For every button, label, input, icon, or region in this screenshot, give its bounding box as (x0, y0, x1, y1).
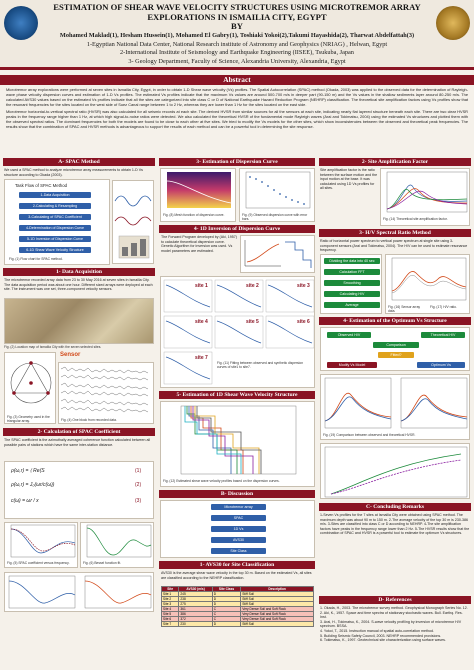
opt-step-3: Comparison (373, 342, 419, 348)
table-cell: C (212, 607, 240, 612)
flow-step-1: 1-Data Acquisition (19, 192, 91, 198)
table-cell: Very Dense Soil and Soft Rock (241, 607, 314, 612)
data-acquisition-text: The microtremor recorded array data from 23 to 30 May 2016 at seven sites in Ismailia City. The data acquisition period was about one hour. Different sized arrays were deployed at each site. The instrument was one set, three-component velocity sensors. (4, 278, 153, 292)
hv-text: Ratio of horizontal power spectrum to vertical power spectrum at single site using 3-component sensors (Arai and Tokimatsu, 2004). The H/V can be used to estimate resonance frequency. (320, 239, 468, 253)
amplification-panel (380, 168, 470, 226)
site-dispersion-grid (160, 276, 315, 388)
spac-coefficient-heading: 2- Calculation of SPAC Coefficient (3, 428, 155, 436)
opt-step-1: Observed H/V (327, 332, 371, 338)
hv-step-5: Average (324, 302, 380, 308)
table-row (162, 622, 314, 627)
bessel-fit-plot (81, 523, 154, 563)
table-cell: C (212, 617, 240, 622)
flow-chart-title: Task Flow of SPAC Method (15, 183, 67, 188)
inversion-heading: 4- 1D Inversion of Dispersion Curve (159, 225, 315, 233)
table-cell: Stiff Soil (241, 602, 314, 607)
table-cell: D (212, 622, 240, 627)
flow-caption: Fig. (1) Flow chart for SPAC method. (9, 257, 63, 261)
hv-b-caption: Fig. (17) H/V ratio. (430, 305, 457, 309)
flow-step-4: 4-Determination of Dispersion Curve (19, 225, 91, 231)
table-cell: Site 2 (162, 597, 179, 602)
optimum-caption: Fig. (19) Comparison between observed and theoretical HVSR. (323, 433, 416, 437)
table-cell: Site 4 (162, 607, 179, 612)
dispersion-mesh-caption: Fig. (8) Mesh function of dispersion curve. (163, 213, 225, 217)
optimum-table-panel (320, 443, 470, 499)
hv-ratio-plot (386, 255, 470, 305)
array-caption: Fig. (3) Geometry used in the triangular array. (7, 415, 50, 423)
sensor-label: Sensor (60, 352, 81, 358)
site-amplification-text: Site amplification factor is the ratio between the surface motion and the input motion at the base. It was calculated using 1D Vs profiles for all sites. (320, 168, 378, 191)
spac-a-caption: Fig. (5) SPAC coefficient versus frequency. (7, 561, 70, 565)
avs30-header-description: Description (241, 587, 314, 592)
discussion-step-4: AVS30 (211, 537, 266, 543)
affiliation-3: 3- Geology Department, Faculty of Science, Alexandria University, Alexandria, Egypt (128, 57, 346, 65)
table-cell: Stiff Soil (241, 622, 314, 627)
table-cell: D (212, 592, 240, 597)
vs-structure-heading: 5- Estimation of 1D Shear Wave Velocity Structure (159, 391, 315, 399)
table-cell: D (212, 597, 240, 602)
vs-profile-caption: Fig. (12) Estimated shear wave velocity profiles based on the dispersion curves. (163, 479, 280, 483)
optimum-plot-panel (320, 374, 470, 440)
poster-title (40, 3, 434, 32)
spac-comparison-plots (5, 573, 154, 612)
reference-item: 2. Aki, K., 1957. Space and time spectra of stationary stochastic waves. Bull. Earthq. Res. Inst. (320, 610, 463, 620)
dispersion-heading: 3- Estimation of Dispersion Curve (159, 158, 315, 166)
spac-plot-b-panel (80, 522, 154, 568)
table-cell: Stiff Soil (241, 597, 314, 602)
avs30-heading: 1- AVS30 for Site Classification (159, 561, 315, 569)
flow-step-3: 3-Calculating of SPAC Coefficient (19, 214, 91, 220)
dispersion-mesh-plot (161, 169, 236, 213)
site-map-image (4, 298, 154, 344)
dispersion-observed-caption: Fig. (9) Observed dispersion curve with error bars. (242, 213, 308, 221)
avs30-header-value: AVS30 (m/s) (179, 587, 212, 592)
discussion-step-2: SPAC (211, 515, 266, 521)
table-cell: Site 1 (162, 592, 179, 597)
references-heading: D- References (319, 596, 471, 604)
spac-extra-panel (4, 572, 154, 612)
spac-equation-graphic (5, 462, 154, 519)
table-cell: Stiff Soil (241, 592, 314, 597)
table-cell: Site 5 (162, 612, 179, 617)
site-label-3: site 3 (297, 283, 310, 289)
avs30-header-class: Site Class (212, 587, 240, 592)
dispersion-observed-plot (240, 169, 315, 213)
discussion-flow-panel (160, 500, 315, 558)
table-cell: C (212, 612, 240, 617)
table-cell: 386 (179, 612, 212, 617)
table-cell: 230 (179, 622, 212, 627)
hv-heading: 3- H/V Spectral Ratio Method (319, 229, 471, 237)
abstract-heading: Abstract (0, 75, 474, 85)
table-cell: Site 7 (162, 622, 179, 627)
conclusions-heading: C- Concluding Remarks (319, 503, 471, 511)
amplification-plot (381, 169, 470, 217)
optimum-heading: 4- Estimation of the Optimum Vs Structure (319, 317, 471, 325)
reference-item: 1. Okada, H., 2003. The microtremor survey method. Geophysical Monograph Series No. 12. (320, 606, 468, 610)
abstract-paragraph-1: Microtremor array explorations were performed at seven sites in Ismailia City, Egypt, in order to obtain 1-D Shear wave velocity (Vs) profiles. The Spatial Autocorrelation (SPAC) method (Okada, 2003) was applied to the observed data for the determination of Rayleigh-wave phase velocity dispersion curves and estimation of 1-D Vs profiles. The estimated Vs profiles indicate that the maximum Vs values are around 500-700 m/s in deeper part (90-150 m) and the Vs values in the shallow sediments layer around 80-250 m/s. The calculated AVS30 values based on the estimated Vs profiles indicate that all the sites are categorized into site class C or D of National Earthquake Hazard Reduction Program (NEHRP) classification. The theoretical site amplification factors using Vs profiles show that the resonant frequencies for the sites located on the west side of Suez Canal range between 1 to 2 Hz, whereas they are lower than 1 Hz for the sites located on the east side. (6, 87, 468, 107)
affiliation-2: 2-International Institute of Seismology and Earthquake Engineering (IISEE), Tsukuba, Japan (120, 49, 354, 57)
inversion-text: The Forward Program developed by (Aki, 1957) to calculate theoretical dispersion curve. Genetic Algorithm for inversion was used. Vs model parameters are estimated. (161, 235, 237, 253)
discussion-step-3: 1D Vs (211, 526, 266, 532)
title-text: ESTIMATION OF SHEAR WAVE VELOCITY STRUCTURES USING MICROTREMOR ARRAY EXPLORATIONS IN ISMAILIA CITY, EGYPT (53, 2, 421, 22)
flow-chart-panel (4, 179, 110, 265)
conclusions-text: 1-Seven Vs profiles for the 7 sites at Ismailia City were obtained using SPAC method. The maximum depth was about 90 m to 150 m. 2-The average velocity of the top 30 m is 230-386 m/s. 3-Sites are classified into class C or D according to NEHRP. 4-The site amplification factors have peaks in the frequency range lower than 2 Hz. 5-The HVSR results show that the combination of SPAC and HVSR is a powerful tool to estimate the optimum Vs structures. (320, 513, 470, 536)
array-geometry-panel (4, 352, 56, 424)
authors-block (10, 32, 464, 66)
hv-step-2: Calculation FFT (324, 269, 380, 275)
vs-profile-plot (161, 402, 315, 478)
discussion-heading: B- Discussion (159, 490, 315, 498)
table-cell: 361 (179, 607, 212, 612)
spac-b-caption: Fig. (6) Bessel function fit. (83, 561, 122, 565)
spac-intro-text: We used a SPAC method to analyze microtremor array measurements to obtain 1-D Vs structure according to Okada (2003). (4, 168, 143, 177)
svg-text:(2): (2) (135, 482, 142, 488)
poster-header (0, 0, 474, 70)
site-label-2: site 2 (246, 283, 259, 289)
spac-waveform-diagram (113, 181, 154, 264)
site-amplification-heading: 2- Site Amplification Factor (319, 158, 471, 166)
dispersion-mesh-panel (160, 168, 236, 222)
table-cell: Very Dense Soil and Soft Rock (241, 612, 314, 617)
site-dispersion-plots (161, 277, 315, 388)
flow-step-2: 2-Calculating & Resampling (19, 203, 91, 209)
affiliation-1: 1-Egyptian National Data Center, National Research institute of Astronomy and Geophysics (NRIAG) , Helwan, Egypt (86, 40, 388, 48)
flow-step-5: 5-1D Inversion of Dispersion Curve (19, 236, 91, 242)
vs-profile-panel (160, 401, 315, 487)
table-cell: Site 3 (162, 602, 179, 607)
amplification-caption: Fig. (14) Theoretical site amplification factor. (383, 217, 448, 221)
avs30-table (161, 586, 314, 627)
hv-step-1: Dividing the data into 40 sec (324, 258, 380, 264)
svg-text:(3): (3) (135, 498, 142, 504)
spac-coefficient-plot (5, 523, 78, 563)
hv-flow-panel (320, 254, 382, 314)
site-label-7: site 7 (195, 355, 208, 361)
site-label-6: site 6 (297, 319, 310, 325)
optimum-velocity-plot (321, 444, 470, 499)
reference-item: 3. Arai, H., Tokimatsu, K., 2004. S-wave velocity profiling by inversion of microtremor H/V spectrum. BSSA. (320, 619, 462, 629)
inversion-model-panel (240, 235, 315, 273)
table-cell: 372 (179, 617, 212, 622)
hv-plot-panel (385, 254, 470, 314)
reference-item: 6. Tokimatsu, K., 1997. Geotechnical site characterization using surface waves. (320, 638, 446, 643)
avs30-text: AVS30 is the average shear wave velocity in the top 30 m. Based on the estimated Vs, all sites are classified according to the NEHRP classification. (161, 571, 312, 580)
spac-equations-panel (4, 461, 154, 519)
abstract-paragraph-2: Microtremor horizontal-to-vertical spectral ratio (HVSR) was also calculated for all seismic records at each site. The derived HVSR from similar sources for all the sensors at each site, indicating nearly flat layered structure beneath each site. There are two clear HVSR peaks in the frequency range higher than 1 Hz, at which high signal-to-noise ratios were detected. We also calculated the theoretical HVSR of the fundamental mode Rayleigh waves (Arai and Tokimatsu, 2004) using the estimated Vs structures and plotted them with the observed spectral ratios. The dominant frequencies for both the models are found to be close to each other at five sites. We tried to modify the Vs models for the other sites, which show inconsistencies between the observed and theoretical peak frequencies. The results show that the combination of SPAC and HVSR methods is advantageous to support the results of each method and can be a powerful tool in determining the site response. (6, 109, 468, 129)
reference-item: 5. Building Seismic Safety Council, 2003. NEHRP recommended provisions. (320, 633, 442, 638)
spac-method-heading: A- SPAC Method (3, 158, 155, 166)
flow-step-6: 6-1D Shear Wave Velocity Structure (19, 247, 91, 253)
title-by: BY (231, 21, 243, 31)
spac-plot-a-panel (4, 522, 78, 568)
opt-step-6: Optimum Vs (417, 362, 465, 368)
site-map-caption: Fig. (2) Location map of Ismailia City with the seven selected sites. (4, 345, 102, 349)
references-list (320, 606, 470, 668)
seismic-records-plot (59, 363, 154, 417)
optimum-hv-plots (321, 375, 470, 433)
site-label-5: site 5 (246, 319, 259, 325)
site-dispersion-caption: Fig. (11) Fitting between observed and synthetic dispersion curves of site1 to site7. (217, 361, 304, 369)
site-label-1: site 1 (195, 283, 208, 289)
dispersion-observed-panel (239, 168, 315, 222)
table-cell: 238 (179, 597, 212, 602)
records-panel (58, 362, 154, 424)
hv-step-4: Calculating H/V (324, 291, 380, 297)
records-caption: Fig. (4) One block from recorded data. (61, 418, 117, 422)
opt-step-2: Theoretical H/V (421, 332, 465, 338)
table-cell: D (212, 602, 240, 607)
discussion-step-5: Site Class (211, 548, 266, 554)
abstract-text (6, 87, 468, 155)
discussion-step-1: Microtremor array (211, 504, 266, 510)
svg-text:ρ(ω,r) = ⟨ Re(S: ρ(ω,r) = ⟨ Re(S (11, 468, 45, 474)
table-cell: 275 (179, 602, 212, 607)
svg-text:c(ω) = ωr / x: c(ω) = ωr / x (11, 498, 39, 504)
reference-item: 4. Yokoi, T., 2015. Instruction manual of spatial auto-correlation method. (320, 628, 435, 633)
opt-step-5: Modify Vs Model (327, 362, 377, 368)
svg-text:ρ(ω,r) = J₀(ωr/c(ω)): ρ(ω,r) = J₀(ωr/c(ω)) (11, 482, 55, 488)
svg-text:(1): (1) (135, 468, 142, 474)
table-cell: Very Dense Soil and Soft Rock (241, 617, 314, 622)
optimum-flow-panel (320, 327, 470, 371)
spac-diagram-panel (112, 180, 154, 264)
triangular-array-diagram (5, 353, 56, 415)
spac-coefficient-text: The SPAC coefficient is the azimuthally averaged coherence function calculated between all possible pairs of stations which have the same inter-station distance. (4, 438, 151, 447)
table-cell: 245 (179, 592, 212, 597)
table-cell: Site 6 (162, 617, 179, 622)
avs30-header-site: Site (162, 587, 179, 592)
inversion-model-plot (241, 236, 315, 273)
opt-step-4: Fitted? (378, 352, 414, 358)
author-list: Mohamed Maklad(1), Hesham Hussein(1), Mohamed El Gabry(1), Toshiaki Yokoi(2),Takumi Hayashida(2), Tharwat Abdelfattah(3) (59, 32, 415, 39)
site-label-4: site 4 (195, 319, 208, 325)
hv-step-3: Smoothing (324, 280, 380, 286)
hv-a-caption: Fig. (16) Sensor array data. (388, 305, 421, 313)
data-acquisition-heading: 1- Data Acquisition (3, 268, 155, 276)
